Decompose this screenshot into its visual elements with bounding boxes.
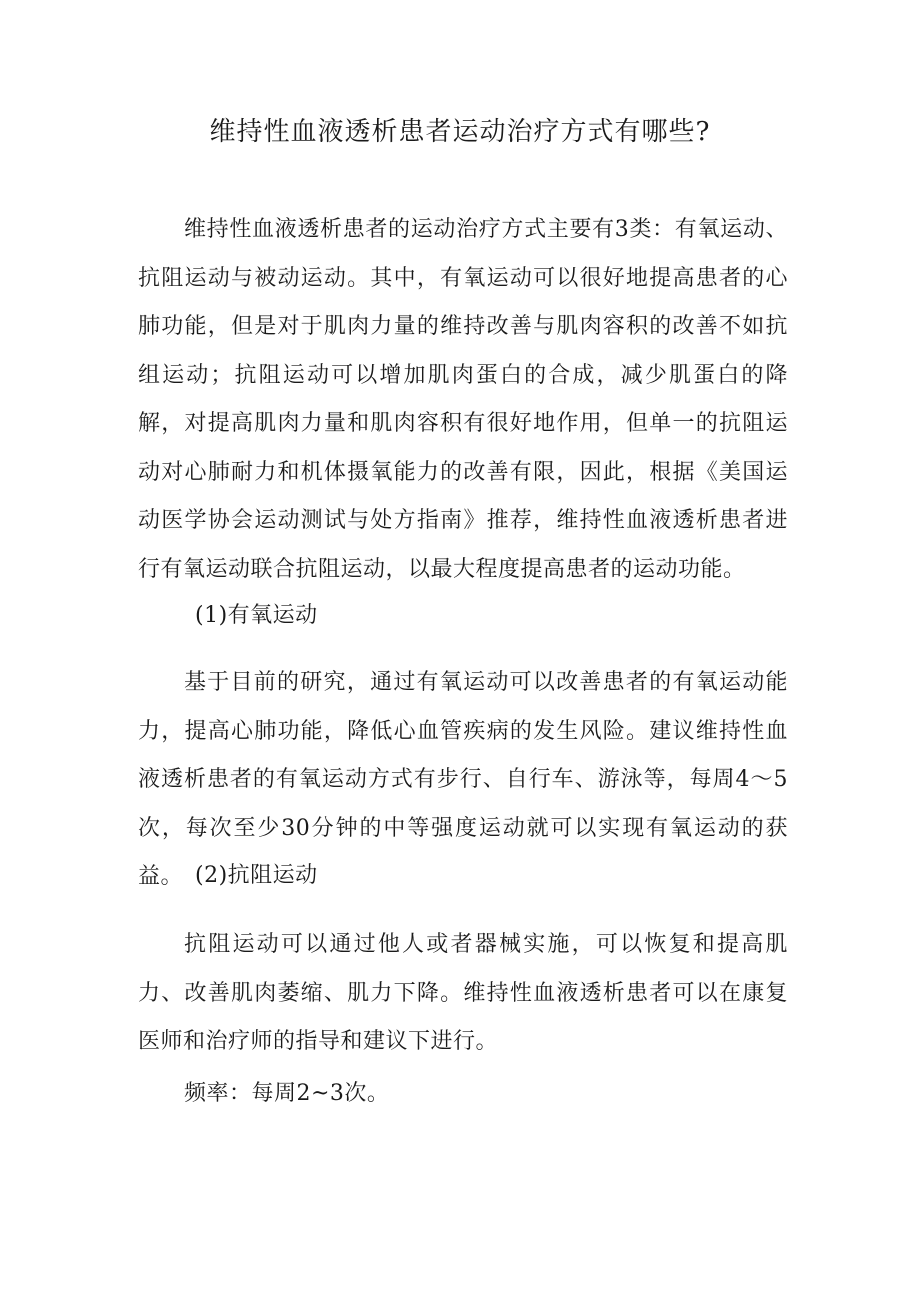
resistance-paragraph: 抗阻运动可以通过他人或者器械实施，可以恢复和提高肌力、改善肌肉萎缩、肌力下降。维持性血液透析患者可以在康复医师和治疗师的指导和建议下进行。 [138, 932, 788, 1054]
section-heading-resistance: (2)抗阻运动 [195, 863, 318, 888]
aerobic-paragraph: 基于目前的研究，通过有氧运动可以改善患者的有氧运动能力，提高心肺功能，降低心血管疾病的发生风险。建议维持性血液透析患者的有氧运动方式有步行、自行车、游泳等，每周4～5次，每次至少30分钟的中等强度运动就可以实现有氧运动的获益。 [138, 670, 788, 889]
intro-paragraph: 维持性血液透析患者的运动治疗方式主要有3类：有氧运动、抗阻运动与被动运动。其中，有氧运动可以很好地提高患者的心肺功能，但是对于肌肉力量的维持改善与肌肉容积的改善不如抗组运动；抗阻运动可以增加肌肉蛋白的合成，减少肌蛋白的降解，对提高肌肉力量和肌肉容积有很好地作用，但单一的抗阻运动对心肺耐力和机体摄氧能力的改善有限，因此，根据《美国运动医学协会运动测试与处方指南》推荐，维持性血液透析患者进行有氧运动联合抗阻运动，以最大程度提高患者的运动功能。 [138, 217, 788, 582]
section-heading-aerobic: (1)有氧运动 [195, 603, 318, 628]
frequency-paragraph: 频率：每周2~3次。 [184, 1081, 390, 1106]
document-title: 维持性血液透析患者运动治疗方式有哪些? [209, 117, 711, 147]
